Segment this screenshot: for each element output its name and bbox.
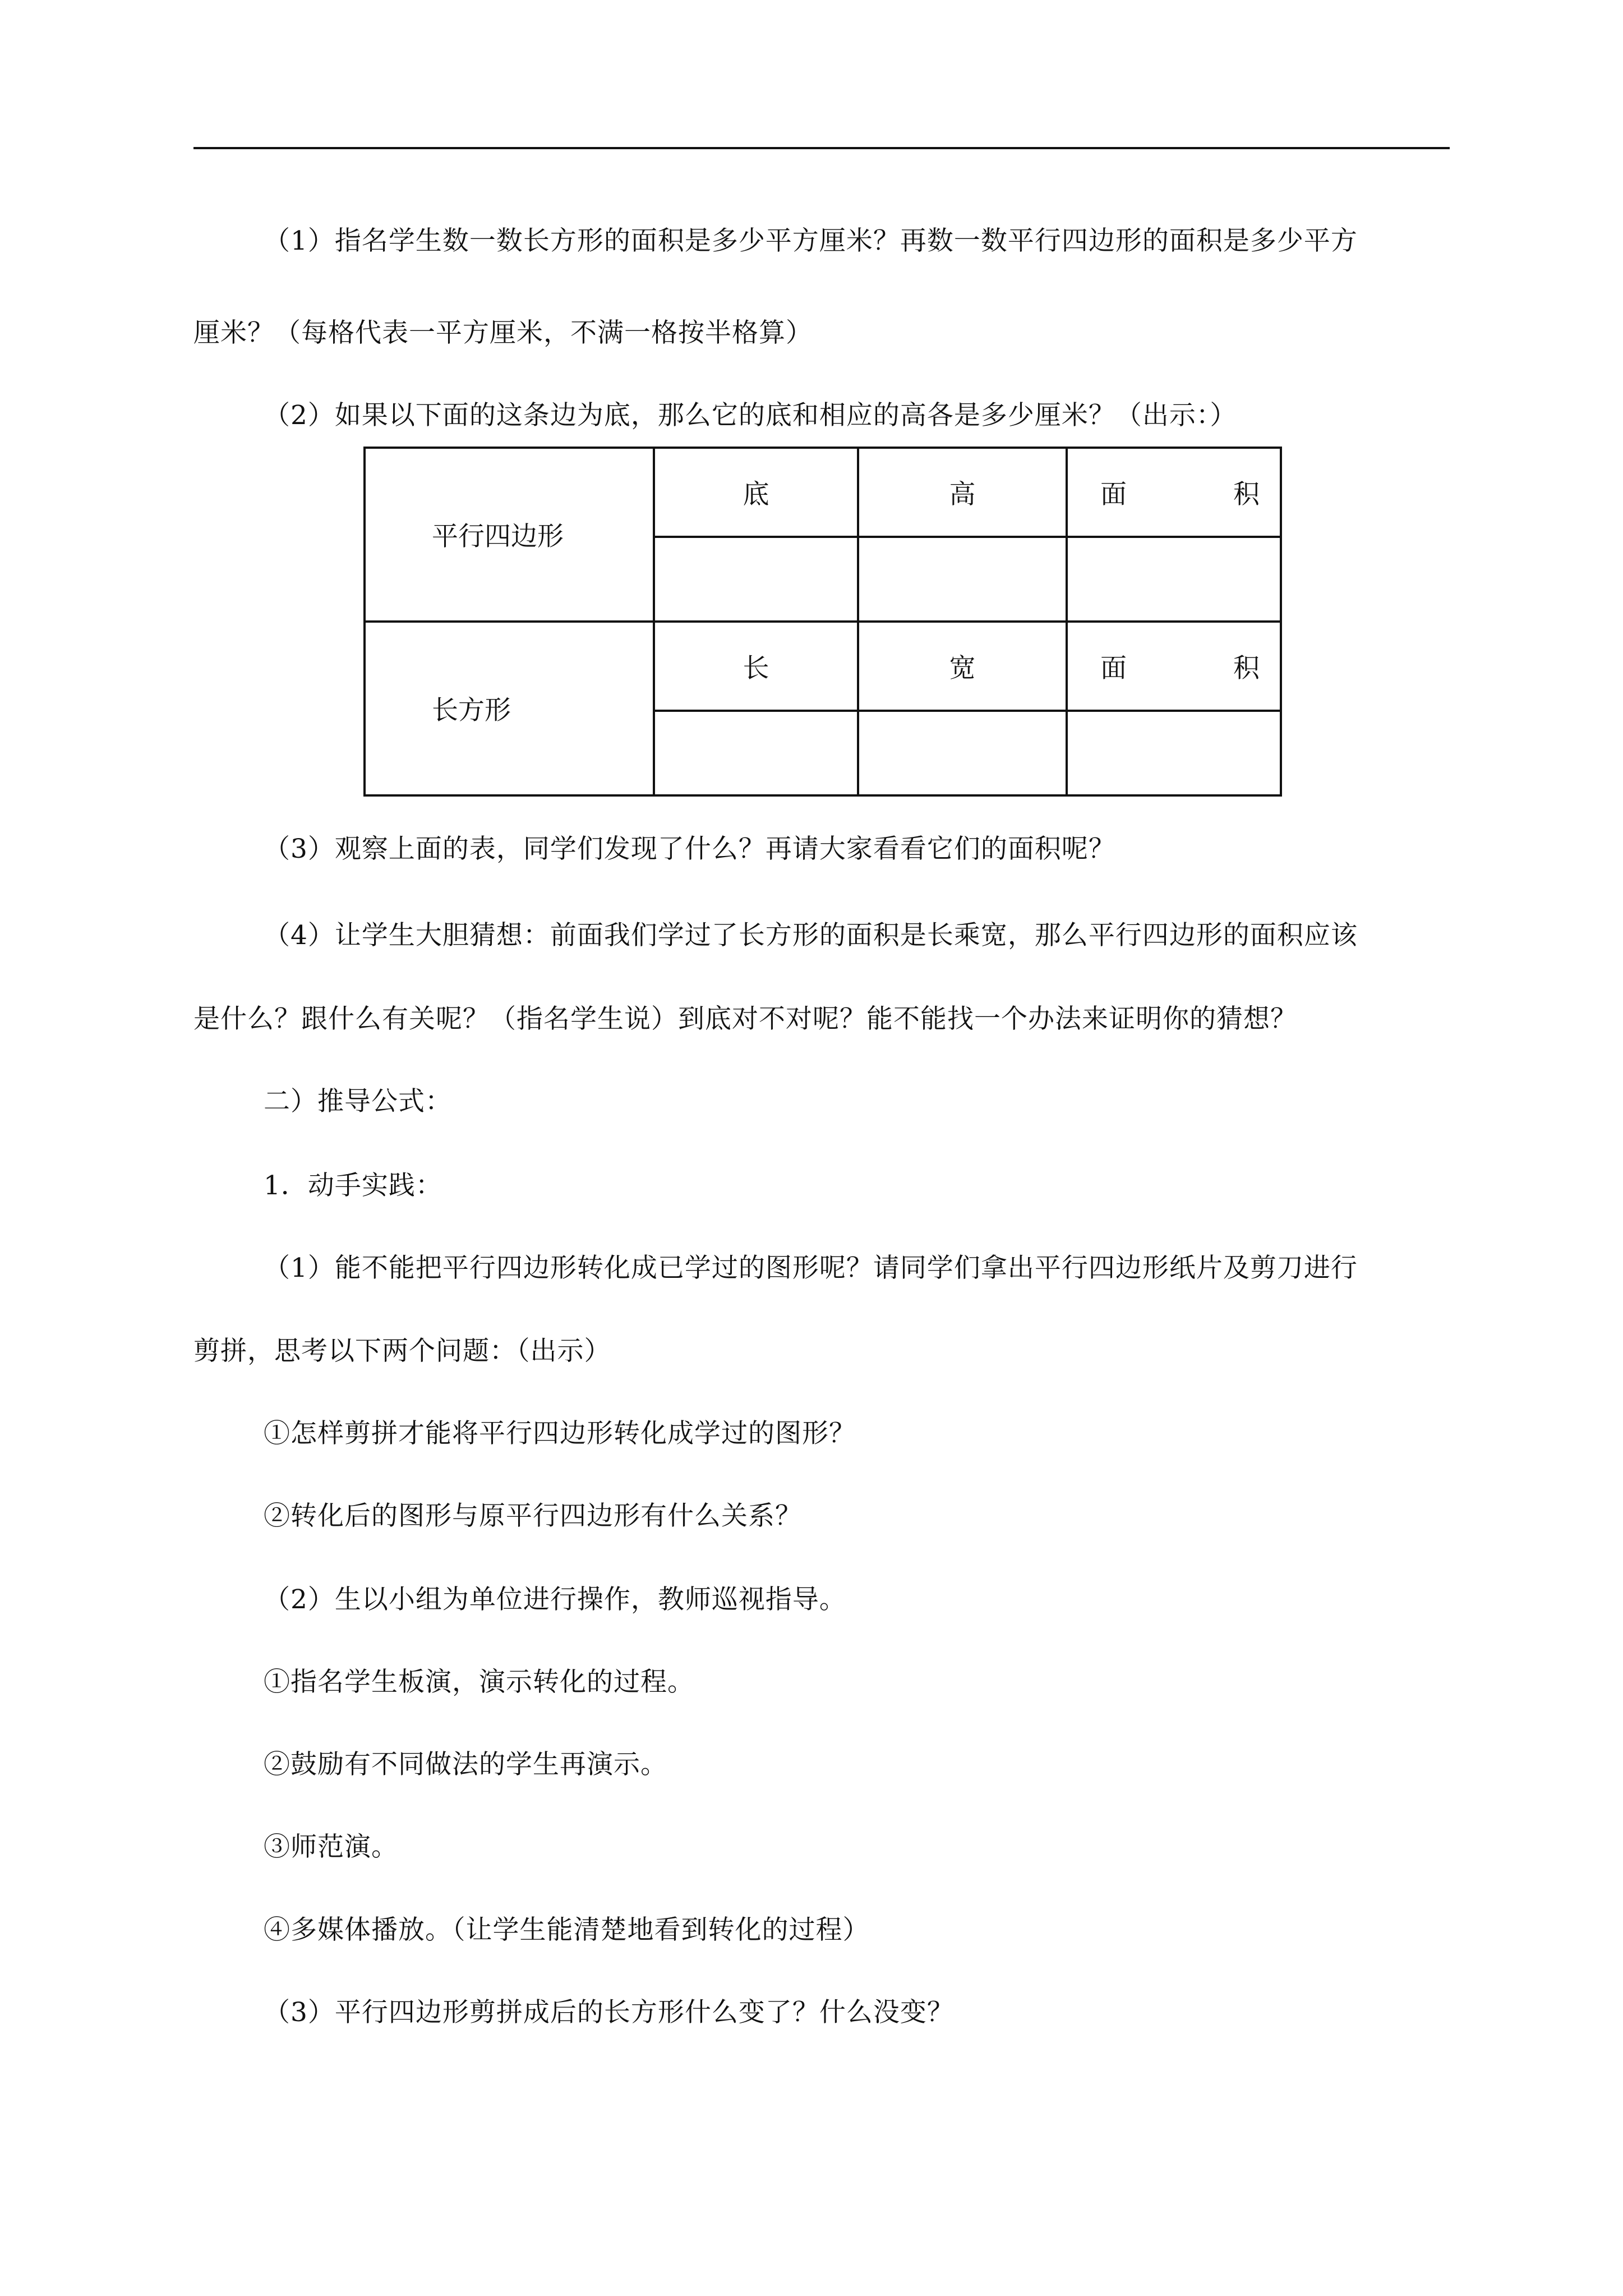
- list-item: ①怎样剪拼才能将平行四边形转化成学过的图形？: [264, 1418, 856, 1449]
- paragraph-4: （4）让学生大胆猜想：前面我们学过了长方形的面积是长乘宽，那么平行四边形的面积应该: [264, 920, 1358, 951]
- paragraph-1-cont: 厘米？（每格代表一平方厘米，不满一格按半格算）: [193, 318, 813, 348]
- area-char-2: 积: [1233, 479, 1260, 510]
- table-header-width: 宽: [858, 622, 1067, 711]
- list-item: ④多媒体播放。（让学生能清楚地看到转化的过程）: [264, 1915, 870, 1945]
- paragraph-5: （1）能不能把平行四边形转化成已学过的图形呢？请同学们拿出平行四边形纸片及剪刀进行: [264, 1253, 1358, 1283]
- paragraph-2: （2）如果以下面的这条边为底，那么它的底和相应的高各是多少厘米？（出示：）: [264, 400, 1237, 431]
- table-header-area-2: [1067, 622, 1281, 711]
- table-cell-empty: [654, 711, 858, 795]
- paragraph-1: （1）指名学生数一数长方形的面积是多少平方厘米？再数一数平行四边形的面积是多少平方: [264, 226, 1358, 256]
- table-cell-empty: [654, 537, 858, 622]
- table-cell-empty: [858, 537, 1067, 622]
- list-item: ③师范演。: [264, 1832, 398, 1862]
- table-header-area-1: [1067, 448, 1281, 537]
- header-rule: [193, 147, 1450, 149]
- list-item: ②转化后的图形与原平行四边形有什么关系？: [264, 1501, 802, 1531]
- paragraph-7: （3）平行四边形剪拼成后的长方形什么变了？什么没变？: [264, 1997, 954, 2028]
- comparison-table: [363, 447, 1282, 797]
- paragraph-5-cont: 剪拼，思考以下两个问题：（出示）: [193, 1336, 611, 1366]
- paragraph-3: （3）观察上面的表，同学们发现了什么？再请大家看看它们的面积呢？: [264, 834, 1115, 864]
- table-header-base: 底: [654, 448, 858, 537]
- section-heading: 二）推导公式：: [264, 1086, 452, 1117]
- table-cell-parallelogram: 平行四边形: [365, 448, 654, 622]
- table-cell-empty: [1067, 537, 1281, 622]
- table-cell-rectangle: 长方形: [365, 622, 654, 795]
- area-char-1: 面: [1100, 479, 1127, 510]
- paragraph-6: （2）生以小组为单位进行操作，教师巡视指导。: [264, 1584, 846, 1615]
- table-cell-empty: [1067, 711, 1281, 795]
- area-char-1: 面: [1100, 652, 1127, 684]
- list-item: ①指名学生板演，演示转化的过程。: [264, 1667, 694, 1697]
- table-header-height: 高: [858, 448, 1067, 537]
- table-cell-empty: [858, 711, 1067, 795]
- list-item: ②鼓励有不同做法的学生再演示。: [264, 1749, 667, 1780]
- table-header-length: 长: [654, 622, 858, 711]
- area-char-2: 积: [1233, 652, 1260, 684]
- paragraph-4-cont: 是什么？跟什么有关呢？（指名学生说）到底对不对呢？能不能找一个办法来证明你的猜想？: [193, 1004, 1297, 1034]
- step-heading: 1．动手实践：: [264, 1170, 442, 1201]
